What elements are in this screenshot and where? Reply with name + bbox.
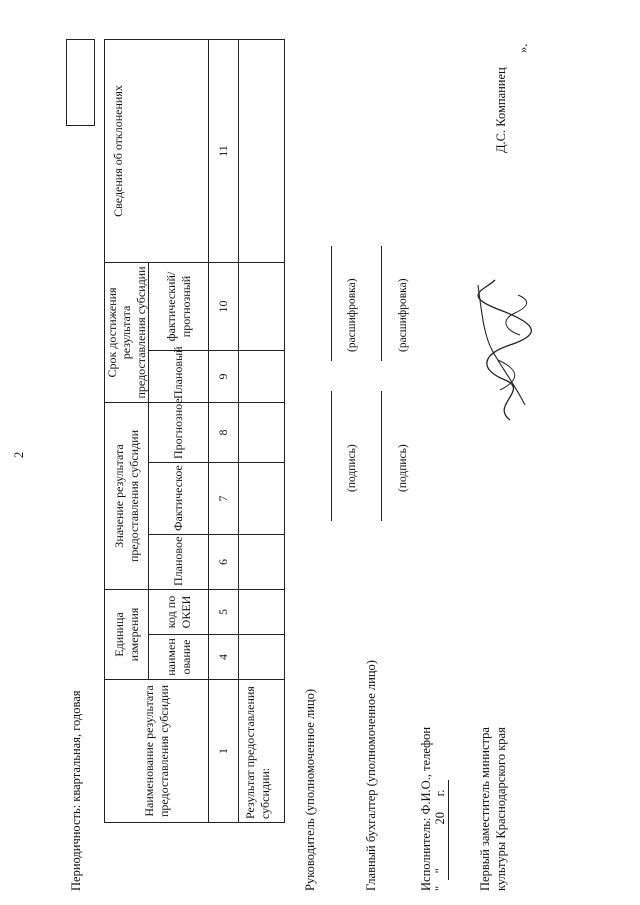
col-number-6: 6 [209,535,239,590]
accountant-decoding-caption: (расшифровка) [397,278,409,352]
position-line-1: Первый заместитель министра [478,727,492,891]
head-signature-line [331,391,332,521]
header-term: Срок достижения результата предоставления субсидии [105,262,149,402]
header-val-plan: Плановое [149,535,209,590]
head-decoding-line [331,246,332,361]
row-cell [239,590,285,635]
position-line-2: культуры Краснодарского края [494,727,508,891]
header-deviation [105,39,209,262]
header-term-fact: фактический/ прогнозный [149,262,209,350]
col-number-1: 1 [209,680,239,823]
accountant-signature-caption: (подпись) [397,444,409,492]
col-number-5: 5 [209,590,239,635]
row-cell [239,262,285,350]
row-cell [239,402,285,462]
head-label: Руководитель (уполномоченное лицо) [303,688,317,891]
signatory-name: Д.С. Компаниец [494,67,508,153]
col-number-8: 8 [209,402,239,462]
report-table [104,39,285,823]
col-number-11: 11 [209,39,239,262]
col-number-4: 4 [209,635,239,680]
header-unit-code: код по ОКЕИ [149,590,209,635]
row-cell [239,350,285,402]
accountant-signature-line [381,391,382,521]
header-val-prog: Прогнозное [149,402,209,462]
row-cell [239,535,285,590]
periodicity-text: Периодичность: квартальная, годовая [69,690,83,891]
header-value: Значение результата предоставления субсидии [105,402,149,589]
handwritten-signature [470,275,545,425]
header-deviation-label: Сведения об отклонениях [111,85,125,217]
col-number-9: 9 [209,350,239,402]
accountant-decoding-line [381,246,382,361]
accountant-label: Главный бухгалтер (уполномоченное лицо) [364,660,378,891]
page-number: 2 [12,451,26,458]
header-unit: Единица измерения [105,590,149,680]
date-line: " " 20 г. [433,789,447,891]
date-underline [448,780,449,880]
closing-quote: ». [516,43,530,53]
empty-box [66,39,95,126]
row-cell [239,635,285,680]
col-number-7: 7 [209,463,239,535]
header-val-fact: Фактическое [149,463,209,535]
header-name: Наименование результата предоставления субсидии [105,680,209,823]
header-term-plan: Плановый [149,350,209,402]
header-unit-name: наимен ование [149,635,209,680]
col-number-10: 10 [209,262,239,350]
head-decoding-caption: (расшифровка) [346,278,358,352]
executor-label: Исполнитель: Ф.И.О., телефон [419,726,433,891]
row-result-label: Результат предоставления субсидии: [239,680,285,823]
row-cell [239,39,285,262]
head-signature-caption: (подпись) [346,444,358,492]
row-cell [239,463,285,535]
